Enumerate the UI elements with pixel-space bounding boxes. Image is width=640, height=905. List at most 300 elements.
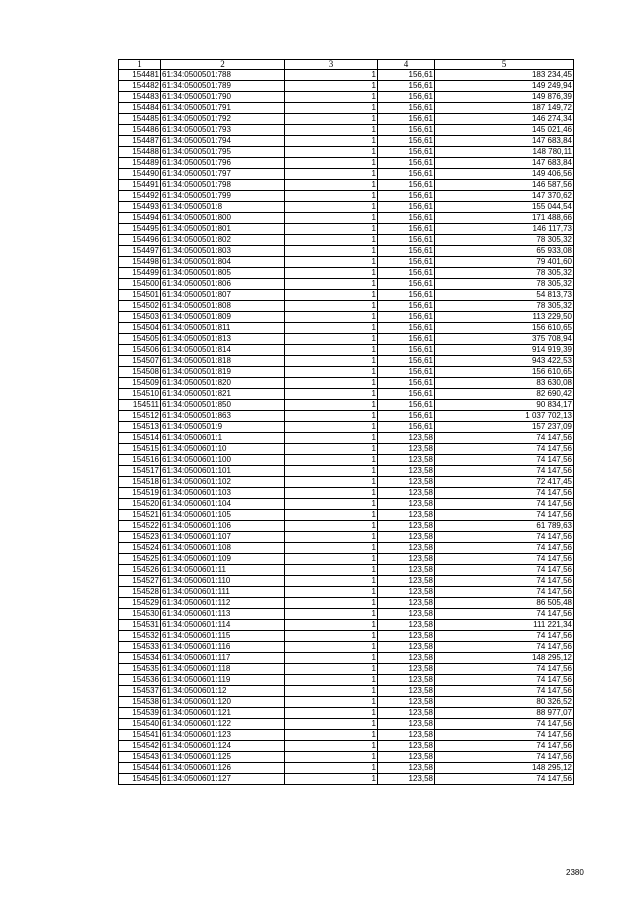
area-cell: 156,61 bbox=[378, 92, 435, 103]
area-cell: 156,61 bbox=[378, 202, 435, 213]
row-number-cell: 154482 bbox=[119, 81, 161, 92]
value-cell: 148 780,11 bbox=[435, 147, 574, 158]
row-number-cell: 154541 bbox=[119, 730, 161, 741]
table-row bbox=[119, 554, 574, 565]
column-header: 2 bbox=[161, 60, 285, 70]
table-row bbox=[119, 213, 574, 224]
table-row bbox=[119, 609, 574, 620]
table-row bbox=[119, 576, 574, 587]
cadastral-number-cell: 61:34:0500601:101 bbox=[161, 466, 285, 477]
value-cell: 148 295,12 bbox=[435, 763, 574, 774]
quantity-cell: 1 bbox=[285, 455, 378, 466]
table-row bbox=[119, 466, 574, 477]
table-row bbox=[119, 334, 574, 345]
value-cell: 83 630,08 bbox=[435, 378, 574, 389]
area-cell: 123,58 bbox=[378, 576, 435, 587]
quantity-cell: 1 bbox=[285, 81, 378, 92]
cadastral-number-cell: 61:34:0500601:123 bbox=[161, 730, 285, 741]
value-cell: 146 274,34 bbox=[435, 114, 574, 125]
quantity-cell: 1 bbox=[285, 389, 378, 400]
table-row bbox=[119, 191, 574, 202]
row-number-cell: 154534 bbox=[119, 653, 161, 664]
cadastral-number-cell: 61:34:0500501:789 bbox=[161, 81, 285, 92]
quantity-cell: 1 bbox=[285, 422, 378, 433]
row-number-cell: 154517 bbox=[119, 466, 161, 477]
quantity-cell: 1 bbox=[285, 653, 378, 664]
cadastral-number-cell: 61:34:0500501:800 bbox=[161, 213, 285, 224]
table-header bbox=[119, 60, 574, 70]
cadastral-number-cell: 61:34:0500601:108 bbox=[161, 543, 285, 554]
value-cell: 113 229,50 bbox=[435, 312, 574, 323]
quantity-cell: 1 bbox=[285, 620, 378, 631]
area-cell: 123,58 bbox=[378, 686, 435, 697]
row-number-cell: 154532 bbox=[119, 631, 161, 642]
data-table bbox=[118, 59, 574, 785]
quantity-cell: 1 bbox=[285, 741, 378, 752]
row-number-cell: 154485 bbox=[119, 114, 161, 125]
cadastral-number-cell: 61:34:0500501:811 bbox=[161, 323, 285, 334]
cadastral-number-cell: 61:34:0500501:804 bbox=[161, 257, 285, 268]
quantity-cell: 1 bbox=[285, 631, 378, 642]
row-number-cell: 154486 bbox=[119, 125, 161, 136]
value-cell: 375 708,94 bbox=[435, 334, 574, 345]
table-row bbox=[119, 620, 574, 631]
table-row bbox=[119, 730, 574, 741]
row-number-cell: 154487 bbox=[119, 136, 161, 147]
row-number-cell: 154510 bbox=[119, 389, 161, 400]
row-number-cell: 154530 bbox=[119, 609, 161, 620]
area-cell: 123,58 bbox=[378, 554, 435, 565]
value-cell: 74 147,56 bbox=[435, 675, 574, 686]
table-row bbox=[119, 246, 574, 257]
value-cell: 74 147,56 bbox=[435, 730, 574, 741]
table-row bbox=[119, 675, 574, 686]
quantity-cell: 1 bbox=[285, 257, 378, 268]
area-cell: 156,61 bbox=[378, 389, 435, 400]
quantity-cell: 1 bbox=[285, 510, 378, 521]
cadastral-number-cell: 61:34:0500601:111 bbox=[161, 587, 285, 598]
row-number-cell: 154495 bbox=[119, 224, 161, 235]
cadastral-number-cell: 61:34:0500501:792 bbox=[161, 114, 285, 125]
quantity-cell: 1 bbox=[285, 466, 378, 477]
quantity-cell: 1 bbox=[285, 477, 378, 488]
area-cell: 156,61 bbox=[378, 103, 435, 114]
area-cell: 123,58 bbox=[378, 499, 435, 510]
table-row bbox=[119, 136, 574, 147]
row-number-cell: 154499 bbox=[119, 268, 161, 279]
quantity-cell: 1 bbox=[285, 268, 378, 279]
value-cell: 149 249,94 bbox=[435, 81, 574, 92]
area-cell: 156,61 bbox=[378, 257, 435, 268]
area-cell: 156,61 bbox=[378, 279, 435, 290]
row-number-cell: 154526 bbox=[119, 565, 161, 576]
table-row bbox=[119, 664, 574, 675]
value-cell: 74 147,56 bbox=[435, 642, 574, 653]
row-number-cell: 154533 bbox=[119, 642, 161, 653]
quantity-cell: 1 bbox=[285, 411, 378, 422]
area-cell: 123,58 bbox=[378, 664, 435, 675]
cadastral-number-cell: 61:34:0500601:124 bbox=[161, 741, 285, 752]
page-number: 2380 bbox=[566, 868, 584, 877]
quantity-cell: 1 bbox=[285, 70, 378, 81]
quantity-cell: 1 bbox=[285, 576, 378, 587]
value-cell: 65 933,08 bbox=[435, 246, 574, 257]
row-number-cell: 154523 bbox=[119, 532, 161, 543]
cadastral-number-cell: 61:34:0500601:116 bbox=[161, 642, 285, 653]
area-cell: 156,61 bbox=[378, 411, 435, 422]
value-cell: 156 610,65 bbox=[435, 323, 574, 334]
cadastral-number-cell: 61:34:0500501:794 bbox=[161, 136, 285, 147]
quantity-cell: 1 bbox=[285, 400, 378, 411]
cadastral-number-cell: 61:34:0500501:797 bbox=[161, 169, 285, 180]
cadastral-number-cell: 61:34:0500501:791 bbox=[161, 103, 285, 114]
row-number-cell: 154515 bbox=[119, 444, 161, 455]
area-cell: 123,58 bbox=[378, 631, 435, 642]
cadastral-number-cell: 61:34:0500501:850 bbox=[161, 400, 285, 411]
quantity-cell: 1 bbox=[285, 686, 378, 697]
area-cell: 156,61 bbox=[378, 290, 435, 301]
table-row bbox=[119, 488, 574, 499]
row-number-cell: 154525 bbox=[119, 554, 161, 565]
area-cell: 156,61 bbox=[378, 125, 435, 136]
table-row bbox=[119, 235, 574, 246]
value-cell: 156 610,65 bbox=[435, 367, 574, 378]
table-row bbox=[119, 345, 574, 356]
quantity-cell: 1 bbox=[285, 235, 378, 246]
area-cell: 123,58 bbox=[378, 719, 435, 730]
table-row bbox=[119, 532, 574, 543]
cadastral-number-cell: 61:34:0500501:803 bbox=[161, 246, 285, 257]
cadastral-number-cell: 61:34:0500601:120 bbox=[161, 697, 285, 708]
value-cell: 155 044,54 bbox=[435, 202, 574, 213]
quantity-cell: 1 bbox=[285, 532, 378, 543]
table-row bbox=[119, 631, 574, 642]
area-cell: 123,58 bbox=[378, 455, 435, 466]
row-number-cell: 154542 bbox=[119, 741, 161, 752]
row-number-cell: 154516 bbox=[119, 455, 161, 466]
row-number-cell: 154511 bbox=[119, 400, 161, 411]
quantity-cell: 1 bbox=[285, 565, 378, 576]
quantity-cell: 1 bbox=[285, 367, 378, 378]
value-cell: 74 147,56 bbox=[435, 499, 574, 510]
row-number-cell: 154490 bbox=[119, 169, 161, 180]
area-cell: 123,58 bbox=[378, 521, 435, 532]
value-cell: 74 147,56 bbox=[435, 532, 574, 543]
column-header: 4 bbox=[378, 60, 435, 70]
row-number-cell: 154504 bbox=[119, 323, 161, 334]
area-cell: 123,58 bbox=[378, 642, 435, 653]
quantity-cell: 1 bbox=[285, 114, 378, 125]
area-cell: 156,61 bbox=[378, 268, 435, 279]
row-number-cell: 154488 bbox=[119, 147, 161, 158]
cadastral-number-cell: 61:34:0500501:788 bbox=[161, 70, 285, 81]
area-cell: 156,61 bbox=[378, 191, 435, 202]
value-cell: 90 834,17 bbox=[435, 400, 574, 411]
area-cell: 156,61 bbox=[378, 378, 435, 389]
table-row bbox=[119, 268, 574, 279]
area-cell: 156,61 bbox=[378, 81, 435, 92]
row-number-cell: 154512 bbox=[119, 411, 161, 422]
row-number-cell: 154507 bbox=[119, 356, 161, 367]
value-cell: 82 690,42 bbox=[435, 389, 574, 400]
table-row bbox=[119, 103, 574, 114]
value-cell: 54 813,73 bbox=[435, 290, 574, 301]
row-number-cell: 154514 bbox=[119, 433, 161, 444]
cadastral-number-cell: 61:34:0500601:127 bbox=[161, 774, 285, 785]
value-cell: 74 147,56 bbox=[435, 576, 574, 587]
value-cell: 149 876,39 bbox=[435, 92, 574, 103]
cadastral-number-cell: 61:34:0500601:104 bbox=[161, 499, 285, 510]
value-cell: 146 117,73 bbox=[435, 224, 574, 235]
quantity-cell: 1 bbox=[285, 499, 378, 510]
table-row bbox=[119, 169, 574, 180]
quantity-cell: 1 bbox=[285, 246, 378, 257]
area-cell: 156,61 bbox=[378, 114, 435, 125]
row-number-cell: 154493 bbox=[119, 202, 161, 213]
row-number-cell: 154537 bbox=[119, 686, 161, 697]
table-row bbox=[119, 224, 574, 235]
column-header: 5 bbox=[435, 60, 574, 70]
value-cell: 74 147,56 bbox=[435, 433, 574, 444]
cadastral-number-cell: 61:34:0500501:808 bbox=[161, 301, 285, 312]
value-cell: 80 326,52 bbox=[435, 697, 574, 708]
table-row bbox=[119, 290, 574, 301]
row-number-cell: 154544 bbox=[119, 763, 161, 774]
table-row bbox=[119, 202, 574, 213]
table-row bbox=[119, 653, 574, 664]
cadastral-number-cell: 61:34:0500501:8 bbox=[161, 202, 285, 213]
cadastral-number-cell: 61:34:0500501:796 bbox=[161, 158, 285, 169]
table-row bbox=[119, 356, 574, 367]
cadastral-number-cell: 61:34:0500501:798 bbox=[161, 180, 285, 191]
table-row bbox=[119, 158, 574, 169]
area-cell: 156,61 bbox=[378, 147, 435, 158]
quantity-cell: 1 bbox=[285, 642, 378, 653]
quantity-cell: 1 bbox=[285, 521, 378, 532]
table-row bbox=[119, 565, 574, 576]
cadastral-number-cell: 61:34:0500501:802 bbox=[161, 235, 285, 246]
value-cell: 74 147,56 bbox=[435, 455, 574, 466]
row-number-cell: 154483 bbox=[119, 92, 161, 103]
quantity-cell: 1 bbox=[285, 323, 378, 334]
table-row bbox=[119, 444, 574, 455]
value-cell: 157 237,09 bbox=[435, 422, 574, 433]
cadastral-number-cell: 61:34:0500601:112 bbox=[161, 598, 285, 609]
area-cell: 156,61 bbox=[378, 400, 435, 411]
area-cell: 123,58 bbox=[378, 444, 435, 455]
row-number-cell: 154505 bbox=[119, 334, 161, 345]
value-cell: 1 037 702,13 bbox=[435, 411, 574, 422]
area-cell: 156,61 bbox=[378, 180, 435, 191]
cadastral-number-cell: 61:34:0500601:121 bbox=[161, 708, 285, 719]
value-cell: 86 505,48 bbox=[435, 598, 574, 609]
area-cell: 123,58 bbox=[378, 730, 435, 741]
area-cell: 123,58 bbox=[378, 763, 435, 774]
value-cell: 74 147,56 bbox=[435, 609, 574, 620]
value-cell: 111 221,34 bbox=[435, 620, 574, 631]
table-row bbox=[119, 323, 574, 334]
area-cell: 156,61 bbox=[378, 422, 435, 433]
area-cell: 156,61 bbox=[378, 158, 435, 169]
row-number-cell: 154501 bbox=[119, 290, 161, 301]
area-cell: 123,58 bbox=[378, 752, 435, 763]
cadastral-number-cell: 61:34:0500501:818 bbox=[161, 356, 285, 367]
value-cell: 78 305,32 bbox=[435, 268, 574, 279]
row-number-cell: 154540 bbox=[119, 719, 161, 730]
table-row bbox=[119, 378, 574, 389]
row-number-cell: 154528 bbox=[119, 587, 161, 598]
value-cell: 74 147,56 bbox=[435, 565, 574, 576]
cadastral-number-cell: 61:34:0500501:806 bbox=[161, 279, 285, 290]
cadastral-number-cell: 61:34:0500501:821 bbox=[161, 389, 285, 400]
cadastral-number-cell: 61:34:0500601:100 bbox=[161, 455, 285, 466]
cadastral-number-cell: 61:34:0500601:114 bbox=[161, 620, 285, 631]
area-cell: 123,58 bbox=[378, 675, 435, 686]
cadastral-number-cell: 61:34:0500501:9 bbox=[161, 422, 285, 433]
quantity-cell: 1 bbox=[285, 180, 378, 191]
cadastral-number-cell: 61:34:0500601:107 bbox=[161, 532, 285, 543]
row-number-cell: 154481 bbox=[119, 70, 161, 81]
cadastral-number-cell: 61:34:0500601:103 bbox=[161, 488, 285, 499]
row-number-cell: 154519 bbox=[119, 488, 161, 499]
quantity-cell: 1 bbox=[285, 675, 378, 686]
quantity-cell: 1 bbox=[285, 290, 378, 301]
table-row bbox=[119, 719, 574, 730]
row-number-cell: 154506 bbox=[119, 345, 161, 356]
cadastral-number-cell: 61:34:0500601:110 bbox=[161, 576, 285, 587]
row-number-cell: 154520 bbox=[119, 499, 161, 510]
cadastral-number-cell: 61:34:0500501:801 bbox=[161, 224, 285, 235]
row-number-cell: 154535 bbox=[119, 664, 161, 675]
row-number-cell: 154492 bbox=[119, 191, 161, 202]
area-cell: 123,58 bbox=[378, 620, 435, 631]
cadastral-number-cell: 61:34:0500501:820 bbox=[161, 378, 285, 389]
cadastral-number-cell: 61:34:0500501:863 bbox=[161, 411, 285, 422]
table-row bbox=[119, 389, 574, 400]
table-row bbox=[119, 81, 574, 92]
cadastral-number-cell: 61:34:0500601:126 bbox=[161, 763, 285, 774]
row-number-cell: 154491 bbox=[119, 180, 161, 191]
cadastral-number-cell: 61:34:0500601:105 bbox=[161, 510, 285, 521]
table-row bbox=[119, 147, 574, 158]
area-cell: 123,58 bbox=[378, 543, 435, 554]
quantity-cell: 1 bbox=[285, 488, 378, 499]
quantity-cell: 1 bbox=[285, 169, 378, 180]
cadastral-number-cell: 61:34:0500601:118 bbox=[161, 664, 285, 675]
table-row bbox=[119, 455, 574, 466]
table-body bbox=[119, 70, 574, 785]
value-cell: 146 587,56 bbox=[435, 180, 574, 191]
table-row bbox=[119, 752, 574, 763]
row-number-cell: 154545 bbox=[119, 774, 161, 785]
area-cell: 123,58 bbox=[378, 741, 435, 752]
cadastral-number-cell: 61:34:0500501:805 bbox=[161, 268, 285, 279]
value-cell: 148 295,12 bbox=[435, 653, 574, 664]
row-number-cell: 154522 bbox=[119, 521, 161, 532]
quantity-cell: 1 bbox=[285, 708, 378, 719]
cadastral-number-cell: 61:34:0500601:12 bbox=[161, 686, 285, 697]
quantity-cell: 1 bbox=[285, 147, 378, 158]
table-row bbox=[119, 477, 574, 488]
row-number-cell: 154502 bbox=[119, 301, 161, 312]
value-cell: 61 789,63 bbox=[435, 521, 574, 532]
value-cell: 147 683,84 bbox=[435, 136, 574, 147]
table-row bbox=[119, 708, 574, 719]
area-cell: 156,61 bbox=[378, 312, 435, 323]
quantity-cell: 1 bbox=[285, 334, 378, 345]
row-number-cell: 154500 bbox=[119, 279, 161, 290]
area-cell: 123,58 bbox=[378, 774, 435, 785]
value-cell: 149 406,56 bbox=[435, 169, 574, 180]
quantity-cell: 1 bbox=[285, 554, 378, 565]
area-cell: 156,61 bbox=[378, 323, 435, 334]
cadastral-number-cell: 61:34:0500501:813 bbox=[161, 334, 285, 345]
area-cell: 156,61 bbox=[378, 301, 435, 312]
quantity-cell: 1 bbox=[285, 697, 378, 708]
row-number-cell: 154521 bbox=[119, 510, 161, 521]
value-cell: 74 147,56 bbox=[435, 774, 574, 785]
table-row bbox=[119, 422, 574, 433]
area-cell: 123,58 bbox=[378, 598, 435, 609]
area-cell: 156,61 bbox=[378, 70, 435, 81]
cadastral-number-cell: 61:34:0500501:809 bbox=[161, 312, 285, 323]
area-cell: 156,61 bbox=[378, 169, 435, 180]
quantity-cell: 1 bbox=[285, 191, 378, 202]
row-number-cell: 154529 bbox=[119, 598, 161, 609]
row-number-cell: 154508 bbox=[119, 367, 161, 378]
cadastral-number-cell: 61:34:0500601:109 bbox=[161, 554, 285, 565]
cadastral-number-cell: 61:34:0500501:819 bbox=[161, 367, 285, 378]
quantity-cell: 1 bbox=[285, 213, 378, 224]
quantity-cell: 1 bbox=[285, 224, 378, 235]
quantity-cell: 1 bbox=[285, 378, 378, 389]
quantity-cell: 1 bbox=[285, 279, 378, 290]
cadastral-number-cell: 61:34:0500501:795 bbox=[161, 147, 285, 158]
quantity-cell: 1 bbox=[285, 356, 378, 367]
value-cell: 74 147,56 bbox=[435, 587, 574, 598]
row-number-cell: 154484 bbox=[119, 103, 161, 114]
quantity-cell: 1 bbox=[285, 92, 378, 103]
value-cell: 74 147,56 bbox=[435, 631, 574, 642]
table-row bbox=[119, 510, 574, 521]
table-row bbox=[119, 114, 574, 125]
row-number-cell: 154496 bbox=[119, 235, 161, 246]
value-cell: 171 488,66 bbox=[435, 213, 574, 224]
quantity-cell: 1 bbox=[285, 543, 378, 554]
quantity-cell: 1 bbox=[285, 587, 378, 598]
quantity-cell: 1 bbox=[285, 719, 378, 730]
cadastral-number-cell: 61:34:0500501:799 bbox=[161, 191, 285, 202]
table-row bbox=[119, 257, 574, 268]
cadastral-number-cell: 61:34:0500601:113 bbox=[161, 609, 285, 620]
row-number-cell: 154489 bbox=[119, 158, 161, 169]
value-cell: 78 305,32 bbox=[435, 235, 574, 246]
cadastral-number-cell: 61:34:0500601:115 bbox=[161, 631, 285, 642]
value-cell: 74 147,56 bbox=[435, 444, 574, 455]
value-cell: 74 147,56 bbox=[435, 543, 574, 554]
row-number-cell: 154531 bbox=[119, 620, 161, 631]
value-cell: 74 147,56 bbox=[435, 752, 574, 763]
value-cell: 72 417,45 bbox=[435, 477, 574, 488]
table-row bbox=[119, 642, 574, 653]
area-cell: 156,61 bbox=[378, 136, 435, 147]
area-cell: 123,58 bbox=[378, 697, 435, 708]
quantity-cell: 1 bbox=[285, 301, 378, 312]
quantity-cell: 1 bbox=[285, 136, 378, 147]
value-cell: 145 021,46 bbox=[435, 125, 574, 136]
value-cell: 78 305,32 bbox=[435, 301, 574, 312]
area-cell: 156,61 bbox=[378, 356, 435, 367]
